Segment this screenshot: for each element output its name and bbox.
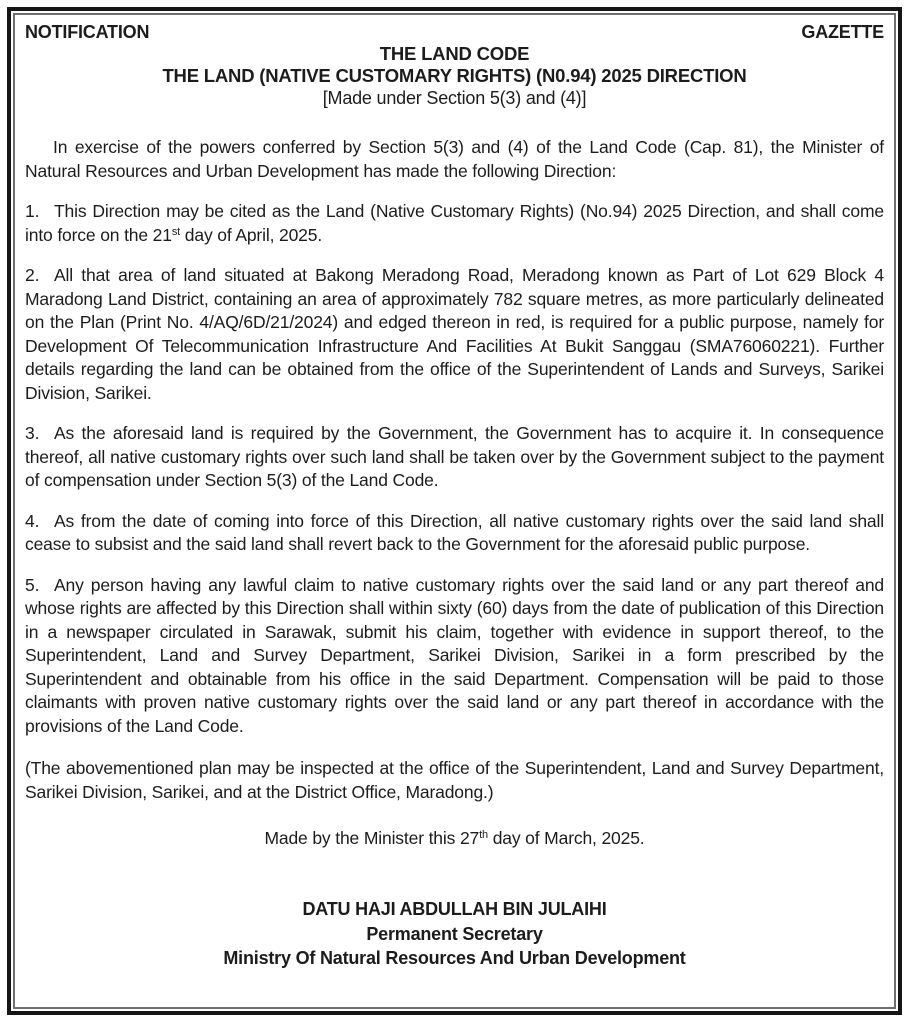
paragraph-2 (25, 264, 884, 405)
inner-border-frame (13, 13, 896, 1009)
paragraph-3-text: As the aforesaid land is required by the Government, the Government has to acquire it. In consequence thereof, all native customary rights over such land shall be taken over by the Government subject to the payment of compensation under Section 5(3) of the Land Code. (25, 423, 884, 490)
paragraph-4 (25, 510, 884, 557)
paragraph-1-text-b: day of April, 2025. (180, 224, 323, 245)
made-by-ordinal: th (479, 829, 488, 841)
header-right-label: GAZETTE (801, 22, 884, 42)
signatory-ministry: Ministry Of Natural Resources And Urban Development (223, 948, 686, 968)
document-header (25, 22, 884, 43)
paragraph-1-ordinal: st (171, 225, 181, 238)
made-by-line (25, 828, 884, 849)
paragraph-5-number: 5. (25, 574, 40, 595)
document-content (15, 15, 894, 1007)
paragraph-5-text: Any person having any lawful claim to native customary rights over the said land or any part thereof and whose rights are affected by this Direction shall within sixty (60) days from the date of publication of this Direction in a newspaper circulated in Sarawak, submit his claim, together with evidence in support thereof, to the Superintendent, Land and Survey Department, Sarikei Division, Sarikei in a form prescribed by the Superintendent and obtainable from his office in the said Department. Compensation will be paid to those claimants with proven native customary rights over the said land or any part thereof in accordance with the provisions of the Land Code. (25, 574, 884, 736)
paragraph-3-number: 3. (25, 423, 40, 443)
paragraph-2-text: All that area of land situated at Bakong Meradong Road, Meradong known as Part of Lot 629 Block 4 Maradong Land District, containing an area of approximately 782 square metres, as more particularly delineated on the Plan (Print No. 4/AQ/6D/21/2024) and edged thereon in red, is required for a public purpose, namely for Development Of Telecommunication Infrastructure And Facilities At Bukit Sanggau (SMA76060221). Further details regarding the land can be obtained from the office of the Superintendent of Lands and Surveys, Sarikei Division, Sarikei. (25, 265, 884, 403)
document-subtitle: [Made under Section 5(3) and (4)] (322, 88, 587, 108)
made-by-text-a: Made by the Minister this 27 (264, 828, 480, 848)
closing-note: (The abovementioned plan may be inspected at the office of the Superintendent, Land and Survey Department, Sarikei Division, Sarikei, and at the District Office, Maradong.) (25, 758, 884, 802)
intro-paragraph: In exercise of the powers conferred by Section 5(3) and (4) of the Land Code (Cap. 81), the Minister of Natural Resources and Urban Development has made the following Direction: (25, 137, 884, 181)
document-title-line2: THE LAND (NATIVE CUSTOMARY RIGHTS) (N0.94) 2025 DIRECTION (162, 65, 747, 86)
document-title-line1: THE LAND CODE (379, 43, 530, 64)
paragraph-3 (25, 422, 884, 493)
paragraph-1-text-a: This Direction may be cited as the Land (Native Customary Rights) (No.94) 2025 Direction, and shall come into force on the 21 (25, 201, 884, 245)
signatory-role: Permanent Secretary (366, 923, 543, 944)
signatory-name: DATU HAJI ABDULLAH BIN JULAIHI (302, 899, 607, 919)
signature-block (25, 897, 884, 971)
paragraph-1-number: 1. (25, 201, 40, 221)
paragraph-4-number: 4. (25, 510, 40, 531)
made-by-text-b: day of March, 2025. (487, 828, 645, 848)
paragraph-5 (25, 574, 884, 739)
paragraph-4-text: As from the date of coming into force of this Direction, all native customary rights over the said land shall cease to subsist and the said land shall revert back to the Government for the aforesaid public purpose. (25, 510, 884, 554)
header-left-label: NOTIFICATION (25, 22, 150, 42)
paragraph-2-number: 2. (25, 265, 40, 285)
outer-border-frame (7, 7, 902, 1015)
paragraph-1 (25, 200, 884, 247)
